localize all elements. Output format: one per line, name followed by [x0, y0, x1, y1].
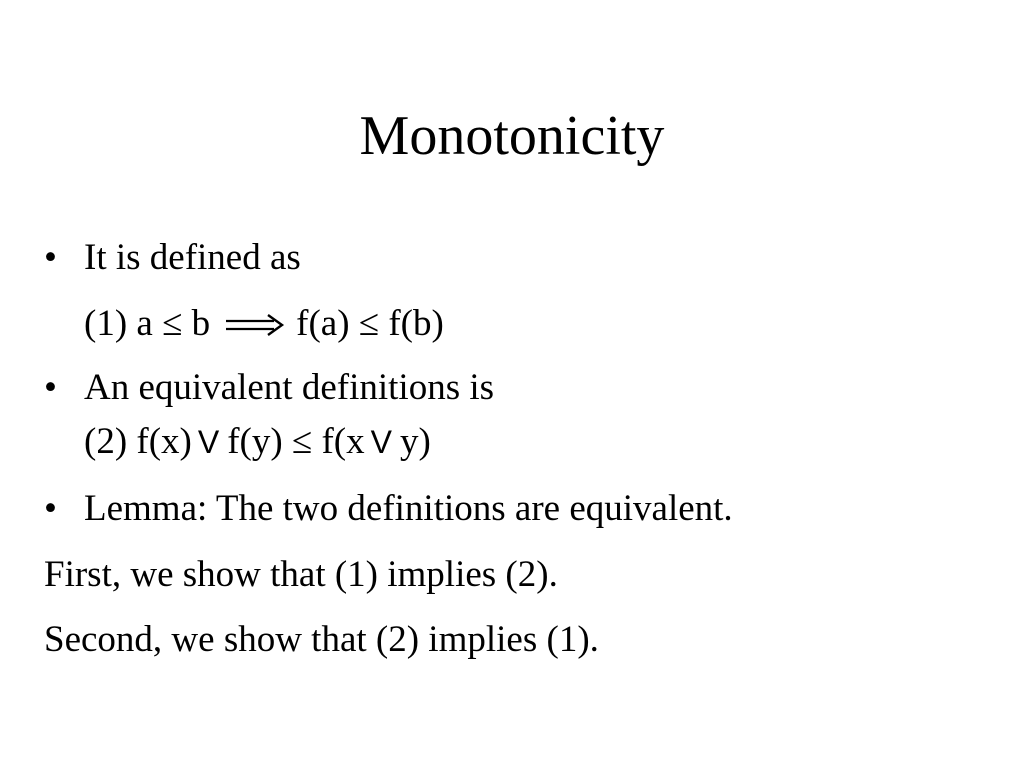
definition-1-expression [84, 302, 444, 346]
definition-1-lhs: (1) a ≤ b [84, 303, 211, 344]
definition-2-expression [84, 420, 431, 464]
proof-step-text: Second, we show that (2) implies (1). [44, 619, 599, 660]
definition-2-part3: y) [399, 421, 431, 462]
definition-2-part2: f(y) ≤ f(x [227, 421, 365, 462]
bullet-text: An equivalent definitions is [84, 367, 495, 408]
implies-arrow-icon [224, 302, 288, 346]
bullet-dot: • [44, 488, 57, 529]
bullet-dot: • [44, 367, 57, 408]
bullet-text: Lemma: The two definitions are equivalent. [84, 488, 733, 529]
proof-step-text: First, we show that (1) implies (2). [44, 554, 558, 595]
bullet-dot: • [44, 237, 57, 278]
join-symbol: V [370, 424, 392, 460]
slide-title: Monotonicity [359, 105, 665, 167]
definition-1-rhs: f(a) ≤ f(b) [296, 303, 444, 344]
definition-2-part1: (2) f(x) [84, 421, 192, 462]
join-symbol: V [197, 424, 220, 460]
bullet-text: It is defined as [84, 237, 301, 278]
